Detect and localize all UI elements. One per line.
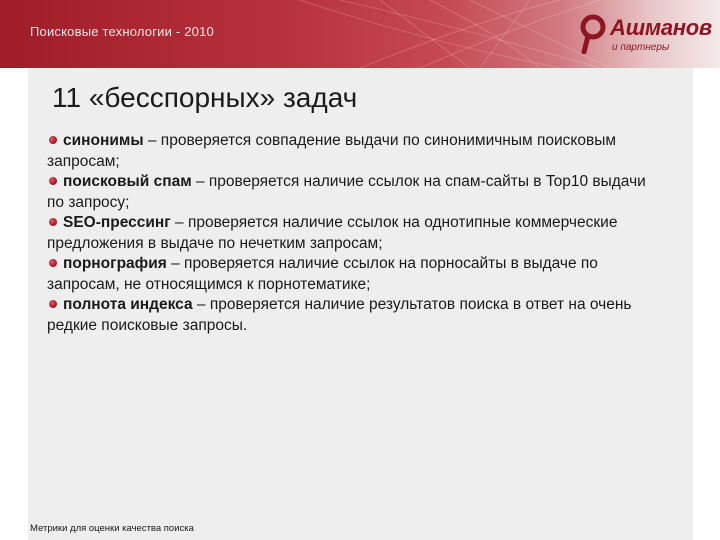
header-band <box>0 0 720 68</box>
bullet-text: – проверяется совпадение выдачи по синонимичным поисковым запросам; <box>47 132 616 170</box>
header-title: Поисковые технологии - 2010 <box>30 24 214 39</box>
bullet-term: SEO-прессинг <box>63 214 171 231</box>
bullet-text: – проверяется наличие ссылок на спам-сайты в Top10 выдачи по запросу; <box>47 173 646 211</box>
bullet-icon <box>49 259 57 267</box>
footer-text: Метрики для оценки качества поиска <box>30 523 194 534</box>
bullet-icon <box>49 218 57 226</box>
bullet-text: – проверяется наличие ссылок на порносайты в выдаче по запросам, не относящимся к порнотематике; <box>47 255 598 293</box>
bullet-list <box>47 131 647 336</box>
bullet-term: синонимы <box>63 132 144 149</box>
slide-title: 11 «бесспорных» задач <box>52 82 358 113</box>
bullet-text: – проверяется наличие результатов поиска в ответ на очень редкие поисковые запросы. <box>47 296 632 334</box>
logo-name: Ашманов <box>610 15 712 40</box>
logo-mark-icon <box>578 14 608 54</box>
bullet-icon <box>49 177 57 185</box>
list-item <box>47 295 647 336</box>
bullet-term: порнография <box>63 255 167 272</box>
list-item <box>47 213 647 254</box>
logo-subtitle: и партнеры <box>612 42 670 53</box>
bullet-icon <box>49 136 57 144</box>
list-item <box>47 172 647 213</box>
bullet-term: полнота индекса <box>63 296 193 313</box>
company-logo <box>578 14 710 60</box>
bullet-term: поисковый спам <box>63 173 192 190</box>
list-item <box>47 131 647 172</box>
bullet-text: – проверяется наличие ссылок на однотипные коммерческие предложения в выдаче по нечетким запросам; <box>47 214 618 252</box>
list-item <box>47 254 647 295</box>
bullet-icon <box>49 300 57 308</box>
